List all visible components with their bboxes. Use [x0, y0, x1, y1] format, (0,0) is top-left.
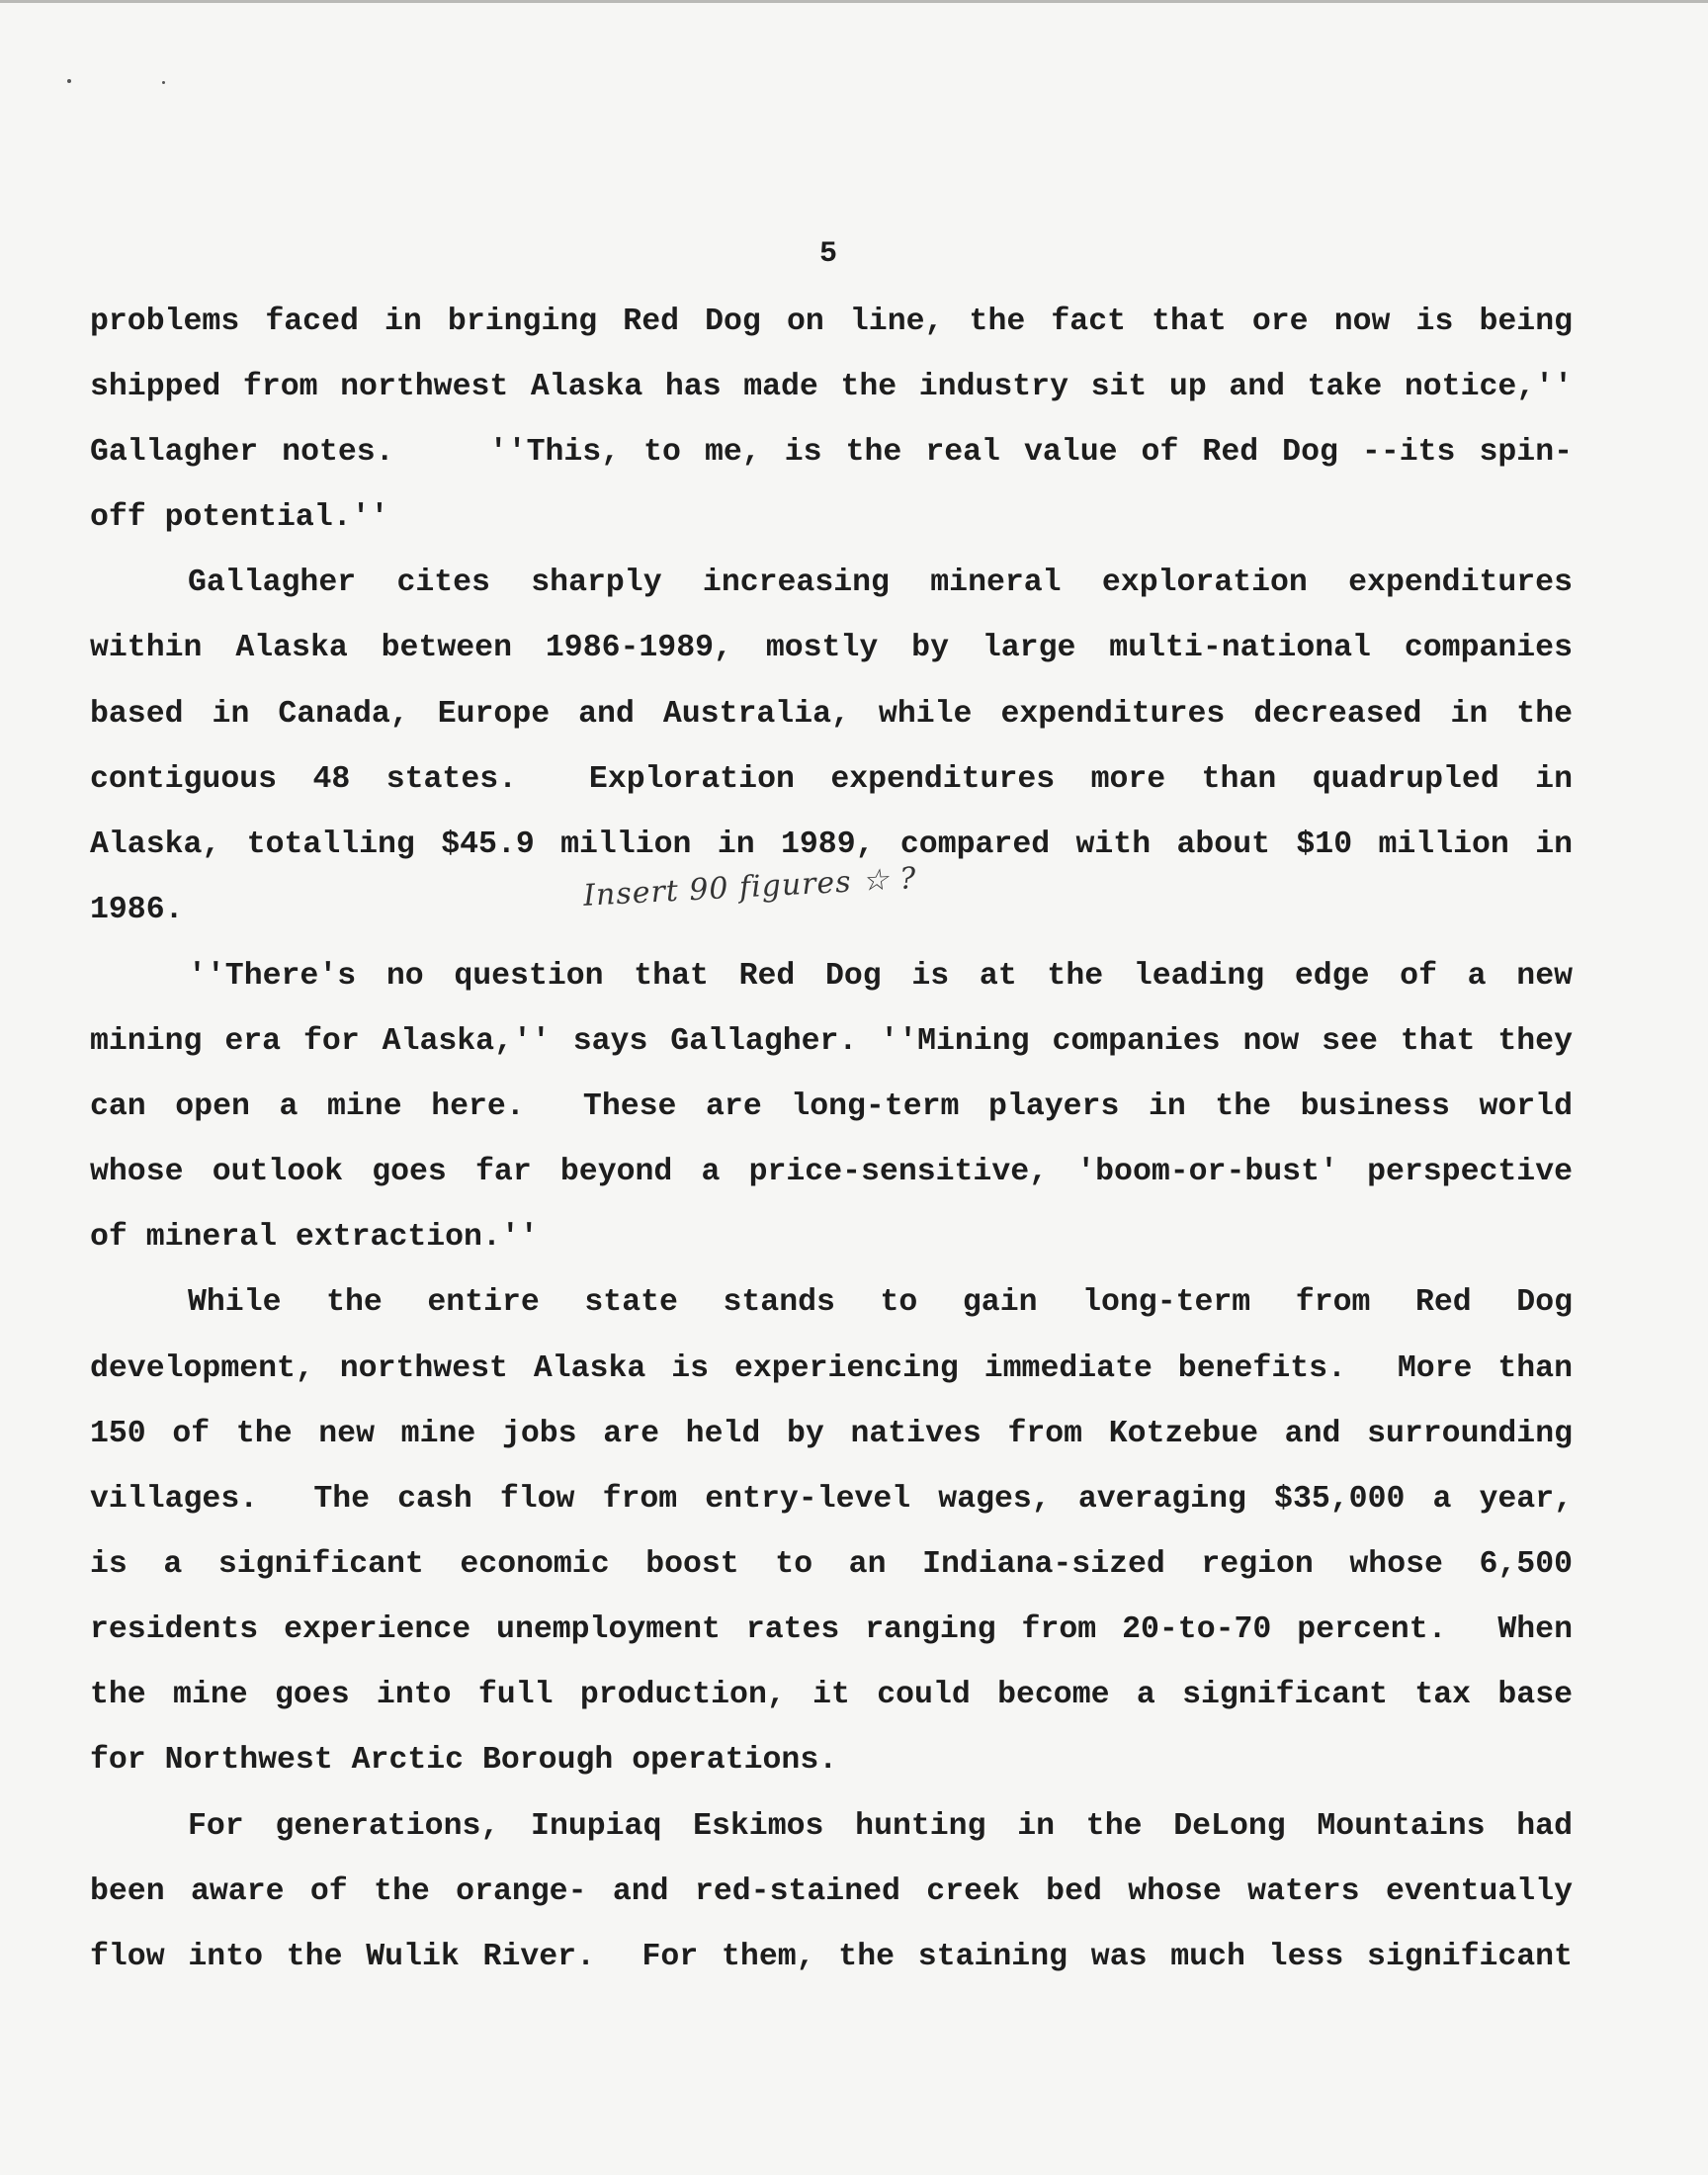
text-line: villages. The cash flow from entry-level wages, averaging $35,000 a year,: [90, 1482, 1573, 1517]
text-line: Gallagher cites sharply increasing mineral exploration expenditures: [188, 566, 1573, 600]
text-line: off potential.'': [90, 500, 389, 535]
text-line: Gallagher notes. ''This, to me, is the real value of Red Dog --its spin-: [90, 435, 1573, 470]
text-line: the mine goes into full production, it could become a significant tax base: [90, 1678, 1573, 1712]
text-line: within Alaska between 1986-1989, mostly by large multi-national companies: [90, 631, 1573, 665]
text-line: 1986.: [90, 893, 184, 927]
text-line: of mineral extraction.'': [90, 1220, 539, 1255]
scan-speck: [67, 79, 71, 83]
text-line: shipped from northwest Alaska has made the industry sit up and take notice,'': [90, 370, 1573, 404]
page-number: 5: [819, 237, 838, 271]
scan-speck: [162, 81, 165, 84]
text-line: based in Canada, Europe and Australia, while expenditures decreased in the: [90, 697, 1573, 732]
text-line: been aware of the orange- and red-stained creek bed whose waters eventually: [90, 1874, 1573, 1909]
text-line: Alaska, totalling $45.9 million in 1989, compared with about $10 million in: [90, 827, 1573, 862]
text-line: can open a mine here. These are long-term players in the business world: [90, 1089, 1573, 1124]
text-line: residents experience unemployment rates ranging from 20-to-70 percent. When: [90, 1612, 1573, 1647]
text-line: While the entire state stands to gain long-term from Red Dog: [188, 1285, 1573, 1320]
text-line: problems faced in bringing Red Dog on line, the fact that ore now is being: [90, 304, 1573, 339]
text-line: ''There's no question that Red Dog is at the leading edge of a new: [188, 959, 1573, 994]
page-top-edge: [0, 0, 1708, 3]
text-line: contiguous 48 states. Exploration expenditures more than quadrupled in: [90, 762, 1573, 797]
text-line: flow into the Wulik River. For them, the staining was much less significant: [90, 1940, 1573, 1974]
text-line: development, northwest Alaska is experiencing immediate benefits. More than: [90, 1351, 1573, 1386]
text-line: for Northwest Arctic Borough operations.: [90, 1743, 838, 1778]
text-line: For generations, Inupiaq Eskimos hunting in the DeLong Mountains had: [188, 1809, 1573, 1844]
text-line: mining era for Alaska,'' says Gallagher. ''Mining companies now see that they: [90, 1024, 1573, 1059]
text-line: is a significant economic boost to an Indiana-sized region whose 6,500: [90, 1547, 1573, 1582]
text-line: 150 of the new mine jobs are held by natives from Kotzebue and surrounding: [90, 1417, 1573, 1451]
handwritten-annotation: Insert 90 figures ☆ ?: [582, 861, 918, 914]
text-line: whose outlook goes far beyond a price-sensitive, 'boom-or-bust' perspective: [90, 1155, 1573, 1189]
